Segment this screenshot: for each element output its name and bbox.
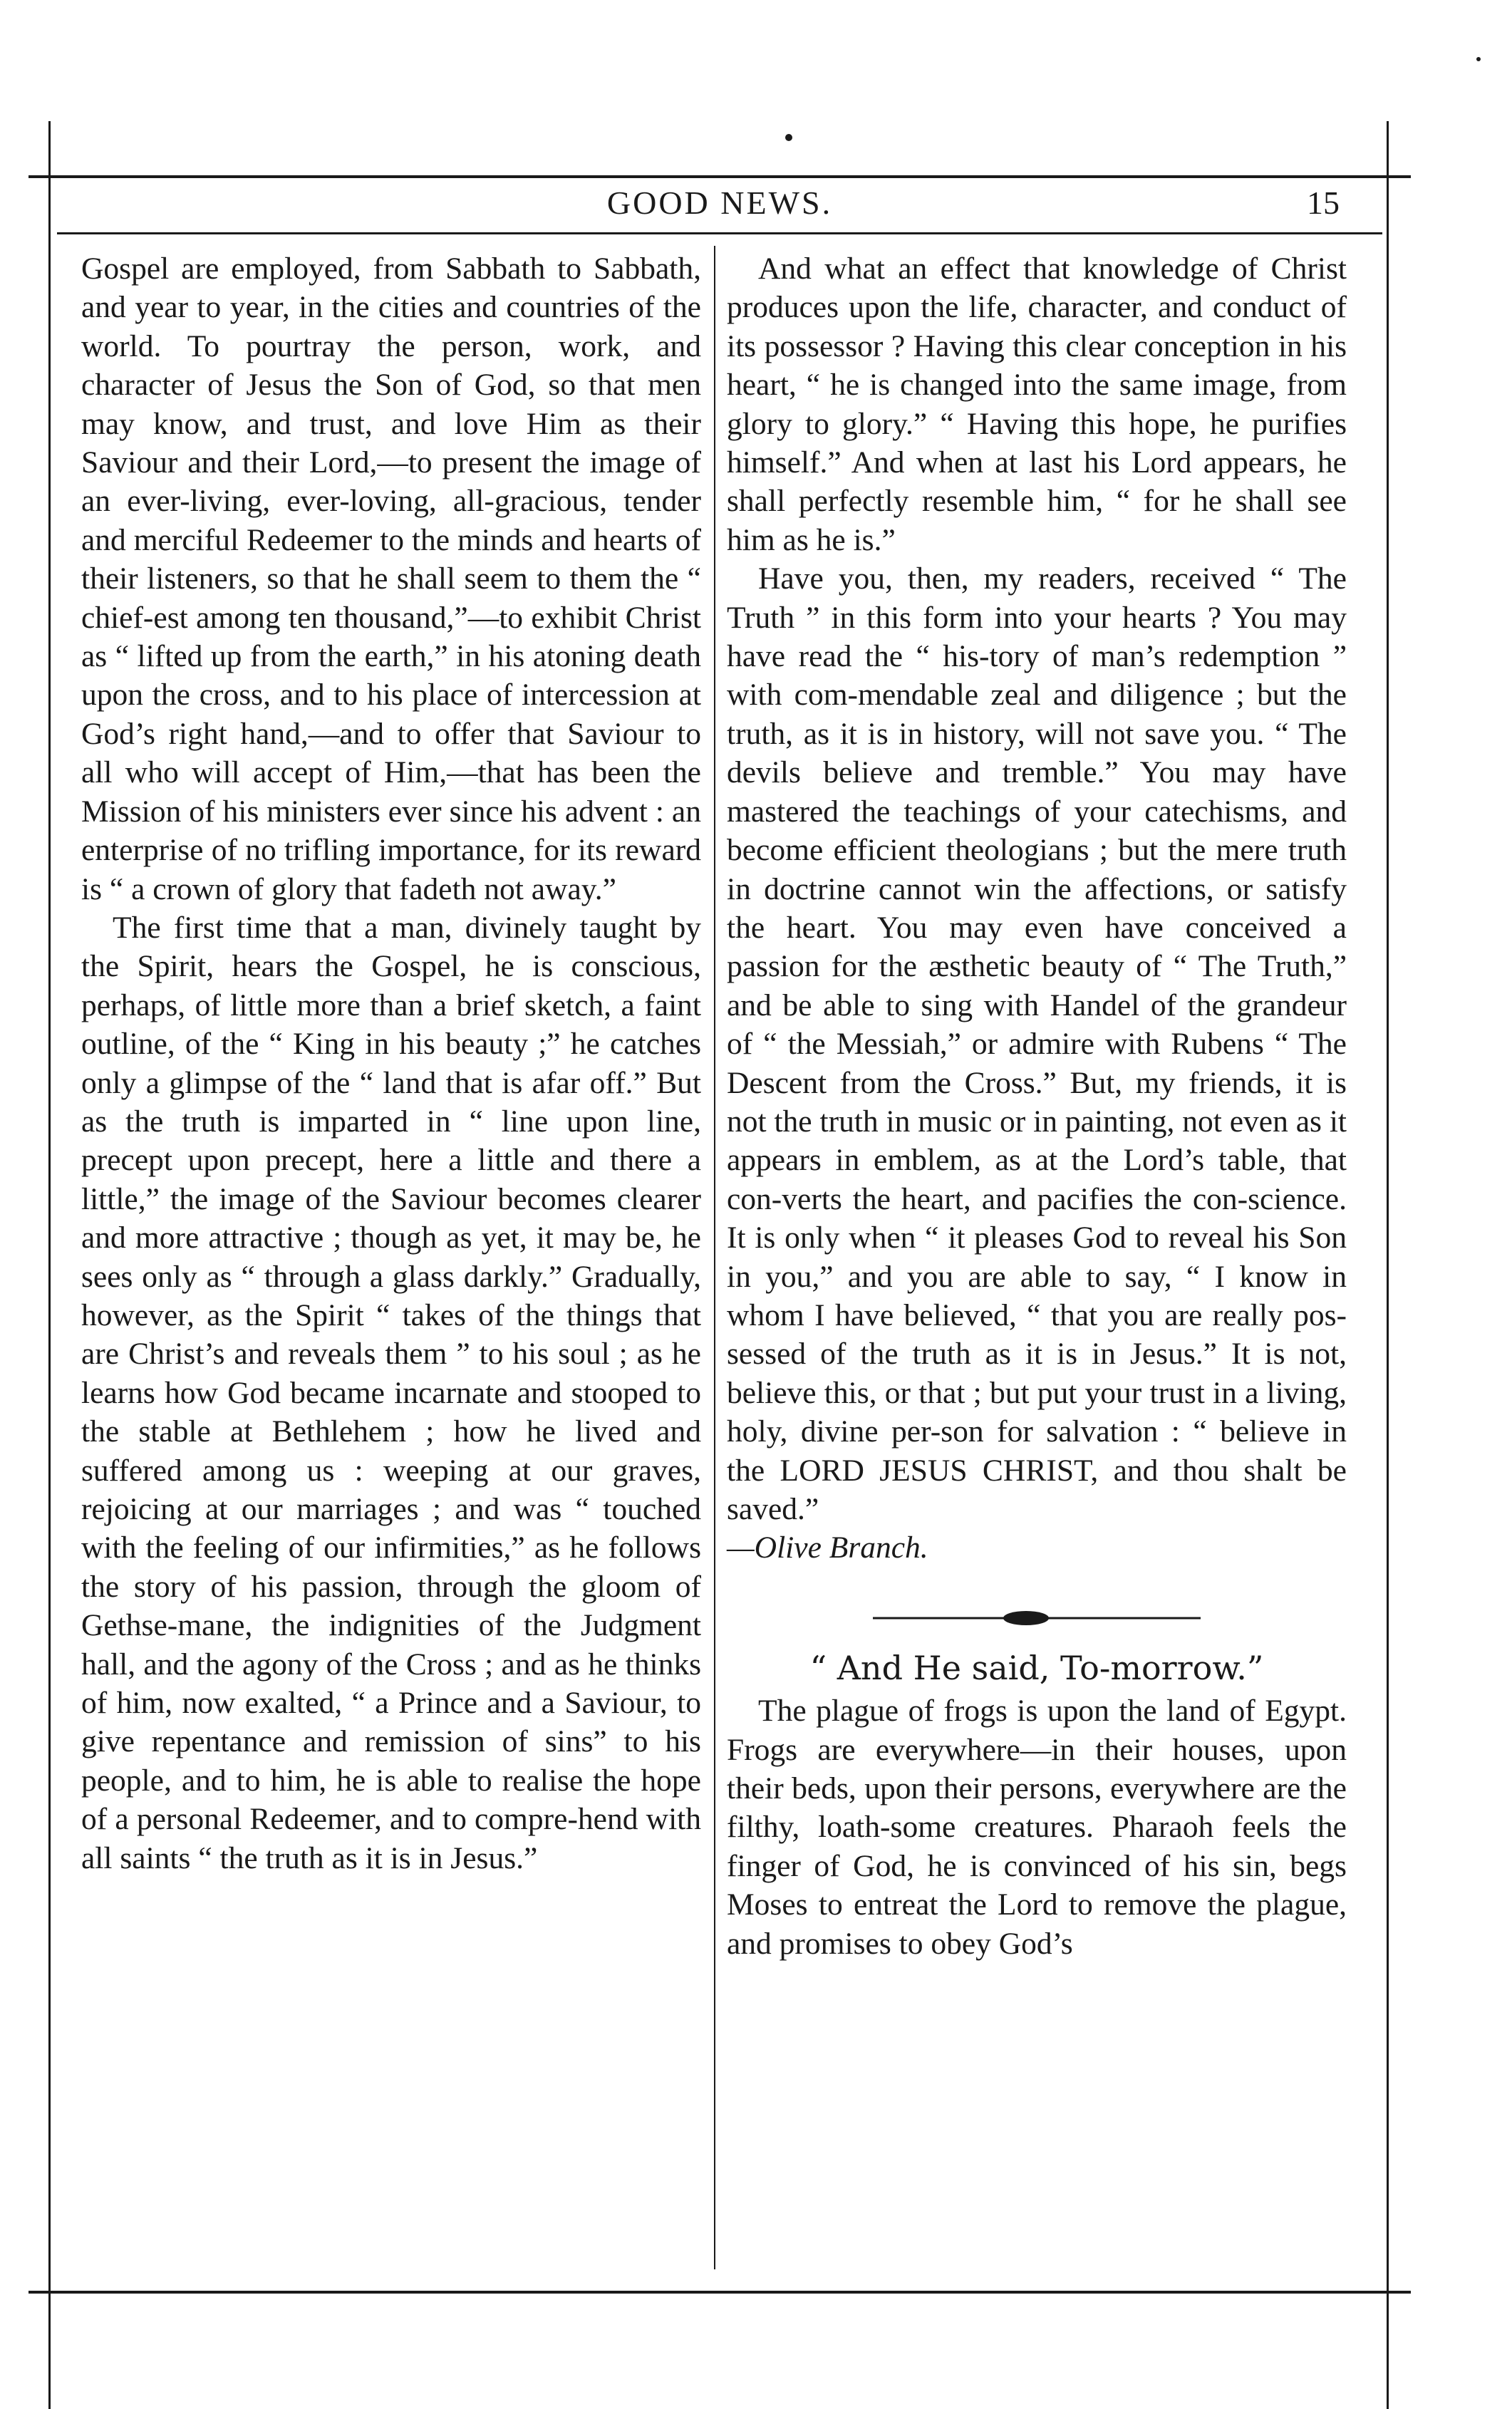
paragraph: The first time that a man, divinely taught by the Spirit, hears the Gospel, he is conscious, perhaps, of little more than a brief sketch, a faint outline, of the “ King in his beauty ;” he catches only a glimpse of the “ land that is afar off.” But as the truth is imparted in “ line upon line, precept upon precept, here a little and there a little,” the image of the Saviour becomes clearer and more attractive ; though as yet, it may be, he sees only as “ through a glass darkly.” Gradually, however, as the Spirit “ takes of the things that are Christ’s and reveals them ” to his soul ; as he learns how God became incarnate and stooped to the stable at Bethlehem ; how he lived and suffered among us : weeping at our graves, rejoicing at our marriages ; and was “ touched with the feeling of our infirmities,” as he follows the story of his passion, through the gloom of Gethse-mane, the indignities of the Judgment hall, and the agony of the Cross ; and as he thinks of him, now exalted, “ a Prince and a Saviour, to give repentance and remission of sins” to his people, and to him, he is able to realise the hope of a personal Redeemer, and to compre-hend with all saints “ the truth as it is in Jesus.” — [81, 910, 701, 1875]
frame-left-rule — [48, 121, 51, 2409]
paragraph: Gospel are employed, from Sabbath to Sabbath, and year to year, in the cities and countries of the world. To pourtray the person, work, and character of Jesus the Son of God, so that men may know, and trust, and love Him as their Saviour and their Lord,—to present the image of an ever-living, ever-loving, all-gracious, tender and merciful Redeemer to the minds and hearts of their listeners, so that he shall seem to them the “ chief-est among ten thousand,”—to exhibit Christ as “ lifted up from the earth,” in his atoning death upon the cross, and to his place of intercession at God’s right hand,—and to offer that Saviour to all who will accept of Him,—that has been the Mission of his ministers ever since his advent : an enterprise of no trifling importance, for its reward is “ a crown of glory that fadeth not away.” — [81, 252, 701, 906]
paragraph: Have you, then, my readers, received “ The Truth ” in this form into your hearts ? You may have read the “ his-tory of man’s redemption ” with com-mendable zeal and diligence ; but the truth, as it is in history, will not save you. “ The devils believe and tremble.” You may have mastered the teachings of your catechisms, and become efficient theologians ; but the mere truth in doctrine cannot win the affections, or satisfy the heart. You may even have conceived a passion for the æsthetic beauty of “ The Truth,” and be able to sing with Handel of the grandeur of “ the Messiah,” or admire with Rubens “ The Descent from the Cross.” But, my friends, it is not the truth in music or in painting, not even as it appears in emblem, as at the Lord’s table, that con-verts the heart, and pacifies the con-science. It is only when “ it pleases God to reveal his Son in you,” and you are able to say, “ I know in whom I have believed, “ that you are really pos-sessed of the truth as it is in Jesus.” It is not, believe this, or that ; but put your trust in a living, holy, divine per-son for salvation : “ believe in the LORD JESUS CHRIST, and thou shalt be saved.” — [727, 561, 1347, 1526]
paragraph: And what an effect that knowledge of Christ produces upon the life, character, and conduct of its possessor ? Having this clear conception in his heart, “ he is changed into the same image, from glory to glory.” “ Having this hope, he purifies himself.” And when at last his Lord appears, he shall perfectly resemble him, “ for he shall see him as he is.” — [727, 252, 1347, 557]
article-heading: “ And He said, To-morrow.” — [809, 1648, 1264, 1687]
left-column — [81, 249, 701, 1877]
column-divider-rule — [714, 246, 715, 2269]
frame-right-rule — [1387, 121, 1389, 2409]
right-column — [727, 249, 1347, 1963]
corner-ink-dot — [1476, 57, 1481, 61]
paragraph: The plague of frogs is upon the land of Egypt. Frogs are everywhere—in their houses, upon their beds, upon their persons, everywhere are the filthy, loath-some creatures. Pharaoh feels the finger of God, he is convinced of his sin, begs Moses to entreat the Lord to remove the plague, and promises to obey God’s — [727, 1694, 1347, 1961]
running-header — [57, 178, 1382, 229]
footer-rule — [29, 2291, 1411, 2294]
page-number: 15 — [1307, 185, 1340, 221]
top-ink-dot — [785, 134, 792, 141]
header-bottom-rule — [57, 232, 1382, 234]
source-attribution: —Olive Branch. — [727, 1530, 928, 1565]
running-title: GOOD NEWS. — [606, 185, 833, 221]
section-divider-ornament — [873, 1609, 1201, 1627]
